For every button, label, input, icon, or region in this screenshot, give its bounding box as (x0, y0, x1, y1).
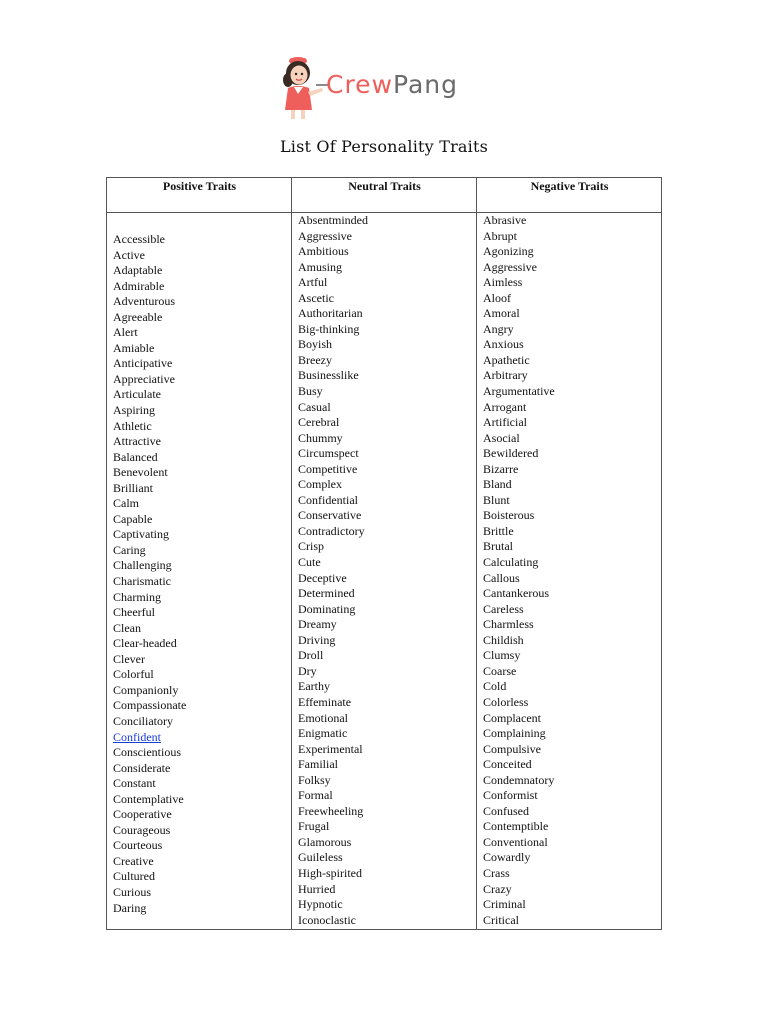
trait-item: Hurried (298, 881, 336, 896)
trait-item: Experimental (298, 741, 363, 756)
negative-traits-list (483, 213, 555, 928)
trait-item: Determined (298, 586, 355, 601)
trait-item: Enigmatic (298, 726, 348, 741)
flight-attendant-icon (276, 54, 328, 120)
trait-item: Boisterous (483, 508, 535, 523)
table-header-row (107, 178, 661, 213)
trait-item: Agreeable (113, 309, 163, 324)
trait-item: Complex (298, 477, 342, 492)
trait-item: Arrogant (483, 399, 527, 414)
trait-item: Accessible (113, 232, 165, 246)
trait-item: Alert (113, 325, 138, 340)
trait-item: Clever (113, 651, 145, 666)
neutral-traits-list (298, 213, 368, 928)
brand-part-crew: Crew (326, 70, 394, 99)
trait-item: Contradictory (298, 523, 365, 538)
trait-item: Frugal (298, 819, 330, 834)
trait-item: Apathetic (483, 352, 530, 367)
trait-item: Iconoclastic (298, 912, 356, 927)
trait-item: Abrupt (483, 228, 517, 243)
trait-item: Familial (298, 757, 338, 772)
trait-item: Cerebral (298, 415, 340, 430)
trait-item: Amoral (483, 306, 520, 321)
trait-item: Constant (113, 776, 156, 791)
trait-item: Earthy (298, 679, 330, 694)
trait-item: Aggressive (298, 228, 352, 243)
trait-item: Courageous (113, 822, 171, 837)
trait-item: Cowardly (483, 850, 531, 865)
trait-item: Callous (483, 570, 520, 585)
trait-item: Active (113, 247, 145, 262)
trait-item: Competitive (298, 461, 358, 476)
trait-item: Deceptive (298, 570, 347, 585)
trait-item: Dry (298, 663, 317, 678)
trait-item: Adventurous (113, 294, 175, 309)
trait-item: Condemnatory (483, 772, 555, 787)
trait-item: Cultured (113, 869, 155, 884)
trait-item: Charming (113, 589, 161, 604)
trait-item: Formal (298, 788, 333, 803)
trait-item: Anticipative (113, 356, 173, 371)
trait-link-confident[interactable]: Confident (113, 729, 161, 744)
trait-item: Conceited (483, 757, 532, 772)
trait-item: Breezy (298, 352, 332, 367)
trait-item: Amiable (113, 340, 155, 355)
trait-item: Cold (483, 679, 507, 694)
trait-item: Conventional (483, 834, 548, 849)
trait-item: Aspiring (113, 403, 155, 418)
trait-item: Complacent (483, 710, 541, 725)
trait-item: Argumentative (483, 384, 555, 399)
trait-item: Bizarre (483, 461, 519, 476)
trait-item: Complaining (483, 726, 546, 741)
trait-item: Capable (113, 511, 153, 526)
crewpang-logo (276, 52, 476, 122)
trait-item: Aloof (483, 290, 511, 305)
trait-item: Blunt (483, 492, 510, 507)
trait-item: Droll (298, 648, 324, 663)
brand-part-pang: Pang (393, 70, 459, 99)
trait-item: Brittle (483, 523, 514, 538)
trait-item: Guileless (298, 850, 343, 865)
trait-item: Benevolent (113, 465, 168, 480)
trait-item: Contemptible (483, 819, 549, 834)
trait-item: Colorful (113, 667, 154, 682)
trait-item: Daring (113, 900, 147, 915)
trait-item: Effeminate (298, 694, 352, 709)
trait-item: Creative (113, 853, 154, 868)
trait-item: Bland (483, 477, 512, 492)
trait-item: Clear-headed (113, 636, 177, 651)
trait-item: Driving (298, 632, 336, 647)
trait-item: Dreamy (298, 617, 337, 632)
trait-item: Articulate (113, 387, 161, 402)
trait-item: Artificial (483, 415, 527, 430)
trait-item: Clumsy (483, 648, 521, 663)
trait-item: Agonizing (483, 244, 534, 259)
trait-item: Dominating (298, 601, 356, 616)
trait-item: Criminal (483, 897, 526, 912)
trait-item: Calculating (483, 555, 539, 570)
trait-item: Aggressive (483, 259, 537, 274)
trait-item: Glamorous (298, 834, 352, 849)
trait-item: Ascetic (298, 290, 334, 305)
page-title: List Of Personality Traits (279, 137, 489, 156)
header-negative: Negative Traits (530, 179, 609, 193)
header-neutral: Neutral Traits (348, 179, 421, 193)
trait-item: Anxious (483, 337, 524, 352)
trait-item: Colorless (483, 694, 529, 709)
trait-item: Brilliant (113, 480, 153, 495)
trait-item: Businesslike (298, 368, 359, 383)
trait-item: Clean (113, 620, 141, 635)
trait-item: Bewildered (483, 446, 539, 461)
trait-item: Angry (483, 321, 514, 336)
trait-item: Companionly (113, 682, 179, 697)
trait-item: Courteous (113, 838, 163, 853)
trait-item: Cooperative (113, 807, 172, 822)
trait-item: Ambitious (298, 244, 349, 259)
trait-item: Crass (483, 865, 510, 880)
trait-item: Folksy (298, 772, 331, 787)
trait-item: Circumspect (298, 446, 359, 461)
trait-item: Amusing (298, 259, 343, 274)
trait-item: Confused (483, 803, 529, 818)
trait-item: Conscientious (113, 745, 181, 760)
trait-item: Charmless (483, 617, 534, 632)
trait-item: Curious (113, 884, 152, 899)
trait-item: Admirable (113, 278, 165, 293)
trait-item: Confidential (298, 492, 358, 507)
trait-item: Coarse (483, 663, 517, 678)
trait-item: Conformist (483, 788, 538, 803)
column-divider (476, 178, 477, 929)
trait-item: Charismatic (113, 574, 171, 589)
trait-item: Cheerful (113, 605, 155, 620)
column-divider (291, 178, 292, 929)
trait-item: Challenging (113, 558, 172, 573)
trait-item: Conservative (298, 508, 362, 523)
trait-item: Conciliatory (113, 713, 173, 728)
trait-item: Attractive (113, 434, 161, 449)
trait-item: Captivating (113, 527, 169, 542)
trait-item: Casual (298, 399, 331, 414)
trait-item: Abrasive (483, 213, 527, 227)
brand-wordmark (326, 70, 458, 99)
trait-item: Aimless (483, 275, 523, 290)
trait-item: Careless (483, 601, 524, 616)
trait-item: Big-thinking (298, 321, 360, 336)
trait-item: Emotional (298, 710, 348, 725)
trait-item: Hypnotic (298, 897, 343, 912)
trait-item: Artful (298, 275, 328, 290)
trait-item: Compulsive (483, 741, 542, 756)
trait-item: Asocial (483, 430, 520, 445)
trait-item: Freewheeling (298, 803, 364, 818)
trait-item: Cute (298, 555, 321, 570)
trait-item: Calm (113, 496, 139, 511)
trait-item: Considerate (113, 760, 171, 775)
trait-item: Boyish (298, 337, 333, 352)
trait-item: Busy (298, 384, 323, 399)
trait-item: Cantankerous (483, 586, 549, 601)
trait-item: Caring (113, 542, 146, 557)
trait-item: Chummy (298, 430, 343, 445)
positive-traits-list (113, 232, 186, 916)
trait-item: High-spirited (298, 865, 362, 880)
trait-item: Appreciative (113, 371, 175, 386)
trait-item: Adaptable (113, 263, 163, 278)
header-positive: Positive Traits (162, 179, 237, 193)
trait-item: Athletic (113, 418, 152, 433)
trait-item: Authoritarian (298, 306, 363, 321)
trait-item: Compassionate (113, 698, 187, 713)
trait-item: Critical (483, 912, 519, 927)
traits-table (106, 177, 662, 930)
trait-item: Arbitrary (483, 368, 528, 383)
trait-item: Absentminded (298, 213, 368, 227)
trait-item: Crisp (298, 539, 325, 554)
trait-item: Crazy (483, 881, 512, 896)
trait-item: Balanced (113, 449, 158, 464)
trait-item: Brutal (483, 539, 513, 554)
trait-item: Contemplative (113, 791, 184, 806)
trait-item: Childish (483, 632, 524, 647)
